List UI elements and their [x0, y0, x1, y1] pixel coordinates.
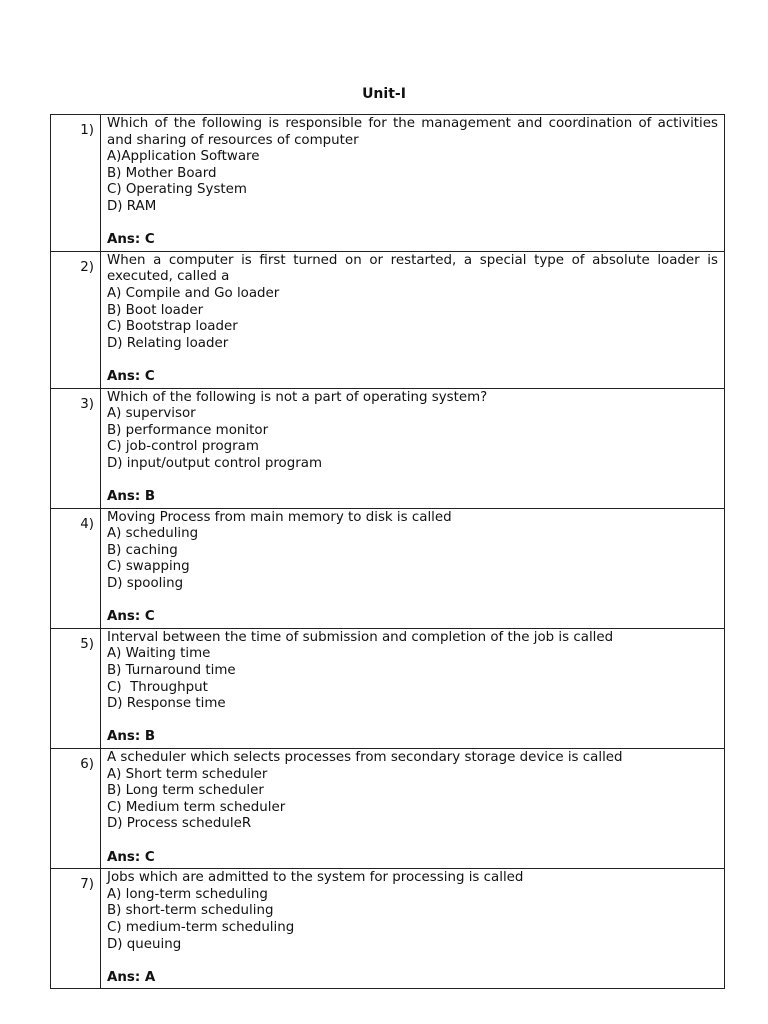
- answer: Ans: B: [107, 489, 156, 505]
- question-row: [51, 629, 724, 749]
- option-d: D) spooling: [107, 576, 184, 592]
- question-body: [101, 629, 724, 748]
- question-row: [51, 252, 724, 389]
- question-number: 3): [51, 389, 101, 508]
- answer: Ans: A: [107, 969, 156, 985]
- question-body: [101, 115, 724, 251]
- option-d: D) Process scheduleR: [107, 816, 252, 832]
- option-a: A) long-term scheduling: [107, 886, 268, 902]
- option-b: B) caching: [107, 542, 178, 558]
- option-c: C) Bootstrap loader: [107, 319, 238, 335]
- question-body: [101, 749, 724, 868]
- question-row: [51, 389, 724, 509]
- option-c: C) Medium term scheduler: [107, 799, 286, 815]
- question-row: [51, 869, 724, 989]
- question-body: [101, 389, 724, 508]
- option-c: C) Operating System: [107, 182, 247, 198]
- question-body: [101, 869, 724, 988]
- option-a: A) scheduling: [107, 526, 199, 542]
- question-number: 6): [51, 749, 101, 868]
- question-text: Which of the following is not a part of operating system?: [107, 389, 488, 405]
- question-row: [51, 509, 724, 629]
- spacer: [107, 216, 718, 233]
- option-b: B) performance monitor: [107, 422, 269, 438]
- answer: Ans: C: [107, 849, 155, 865]
- option-d: D) queuing: [107, 936, 182, 952]
- option-a: A) Short term scheduler: [107, 766, 268, 782]
- option-a: A)Application Software: [107, 149, 260, 165]
- option-d: D) input/output control program: [107, 455, 323, 471]
- question-number: 2): [51, 252, 101, 388]
- option-a: A) Compile and Go loader: [107, 285, 280, 301]
- spacer: [107, 472, 718, 489]
- spacer: [107, 953, 718, 970]
- option-c: C) swapping: [107, 559, 190, 575]
- spacer: [107, 833, 718, 850]
- question-row: [51, 115, 724, 252]
- question-row: [51, 749, 724, 869]
- question-body: [101, 509, 724, 628]
- option-b: B) short-term scheduling: [107, 903, 274, 919]
- option-d: D) Relating loader: [107, 335, 229, 351]
- answer: Ans: C: [107, 609, 155, 625]
- answer: Ans: C: [107, 368, 155, 384]
- option-a: A) supervisor: [107, 406, 196, 422]
- question-text: Which of the following is responsible for the management and coordination of activities and sharing of resources of computer: [107, 116, 718, 148]
- question-text: A scheduler which selects processes from secondary storage device is called: [107, 749, 623, 765]
- option-a: A) Waiting time: [107, 646, 211, 662]
- answer: Ans: C: [107, 232, 155, 248]
- question-text: Interval between the time of submission and completion of the job is called: [107, 629, 614, 645]
- spacer: [107, 352, 718, 369]
- question-body: [101, 252, 724, 388]
- question-number: 4): [51, 509, 101, 628]
- option-c: C) medium-term scheduling: [107, 919, 295, 935]
- question-table: [50, 114, 725, 989]
- question-number: 7): [51, 869, 101, 988]
- option-c: C) job-control program: [107, 439, 259, 455]
- question-text: When a computer is first turned on or restarted, a special type of absolute loader is executed, called a: [107, 252, 718, 285]
- question-number: 1): [51, 115, 101, 251]
- answer: Ans: B: [107, 729, 156, 745]
- option-b: B) Boot loader: [107, 302, 204, 318]
- question-number: 5): [51, 629, 101, 748]
- spacer: [107, 593, 718, 610]
- page-title: Unit-I: [362, 86, 406, 102]
- option-d: D) Response time: [107, 696, 226, 712]
- option-c: C) Throughput: [107, 679, 208, 695]
- question-text: Moving Process from main memory to disk is called: [107, 509, 452, 525]
- option-b: B) Long term scheduler: [107, 783, 264, 799]
- option-b: B) Turnaround time: [107, 663, 236, 678]
- spacer: [107, 713, 718, 730]
- option-b: B) Mother Board: [107, 165, 217, 181]
- question-text: Jobs which are admitted to the system for processing is called: [107, 870, 524, 886]
- option-d: D) RAM: [107, 198, 157, 214]
